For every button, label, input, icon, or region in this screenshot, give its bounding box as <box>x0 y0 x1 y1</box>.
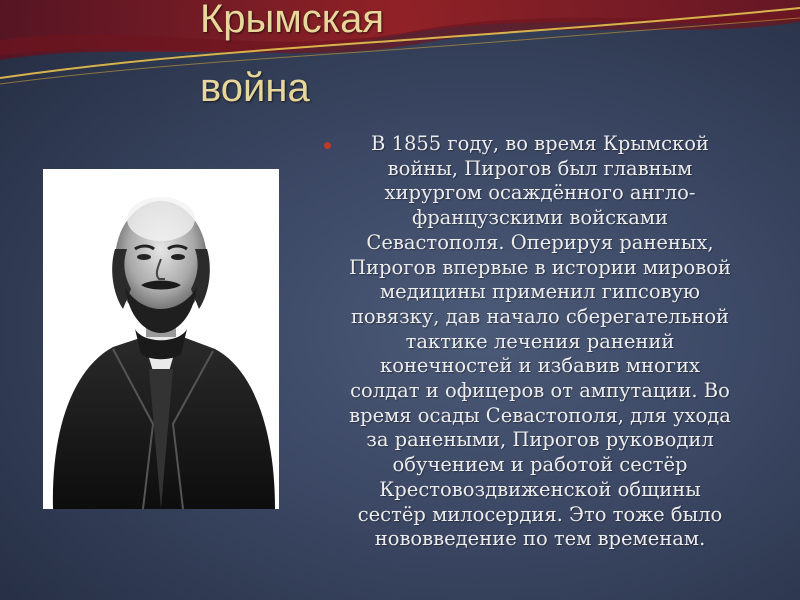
bullet-line: медицины применил гипсовую <box>379 280 701 304</box>
portrait-engraving <box>43 169 279 509</box>
bullet-line: Крестовоздвиженской общины <box>379 477 701 501</box>
bullet-line: хирургом осаждённого англо- <box>384 181 696 205</box>
bullet-line: солдат и офицеров от ампутации. Во <box>350 379 730 403</box>
bullet-line: французскими войсками <box>411 206 669 230</box>
bullet-line: сестёр милосердия. Это тоже было <box>357 502 723 526</box>
bullet-line: В 1855 году, во время Крымской <box>371 132 709 155</box>
bullet-line: Севастополя. Оперируя раненых, <box>366 230 714 254</box>
portrait-image <box>43 169 279 509</box>
bullet-line: нововведение по тем временам. <box>374 527 706 551</box>
bullet-line: конечностей и избавив многих <box>380 354 700 378</box>
bullet-dot-icon <box>324 142 331 149</box>
slide-title <box>200 0 620 111</box>
bullet-line: время осады Севастополя, для ухода <box>349 403 731 427</box>
bullet-paragraph <box>310 132 770 578</box>
bullet-line: повязку, дав начало сберегательной <box>350 304 730 328</box>
bullet-text <box>310 132 770 552</box>
bullet-line: тактике лечения ранений <box>405 329 675 353</box>
bullet-line: обучением и работой сестёр <box>392 453 688 477</box>
bullet-line: войны, Пирогов был главным <box>387 156 693 180</box>
bullet-line: за ранеными, Пирогов руководил <box>366 428 714 452</box>
slide-title-line-2: война <box>200 66 310 110</box>
slide-title-line-1: Крымская <box>200 0 385 41</box>
bullet-line: Пирогов впервые в истории мировой <box>349 255 731 279</box>
